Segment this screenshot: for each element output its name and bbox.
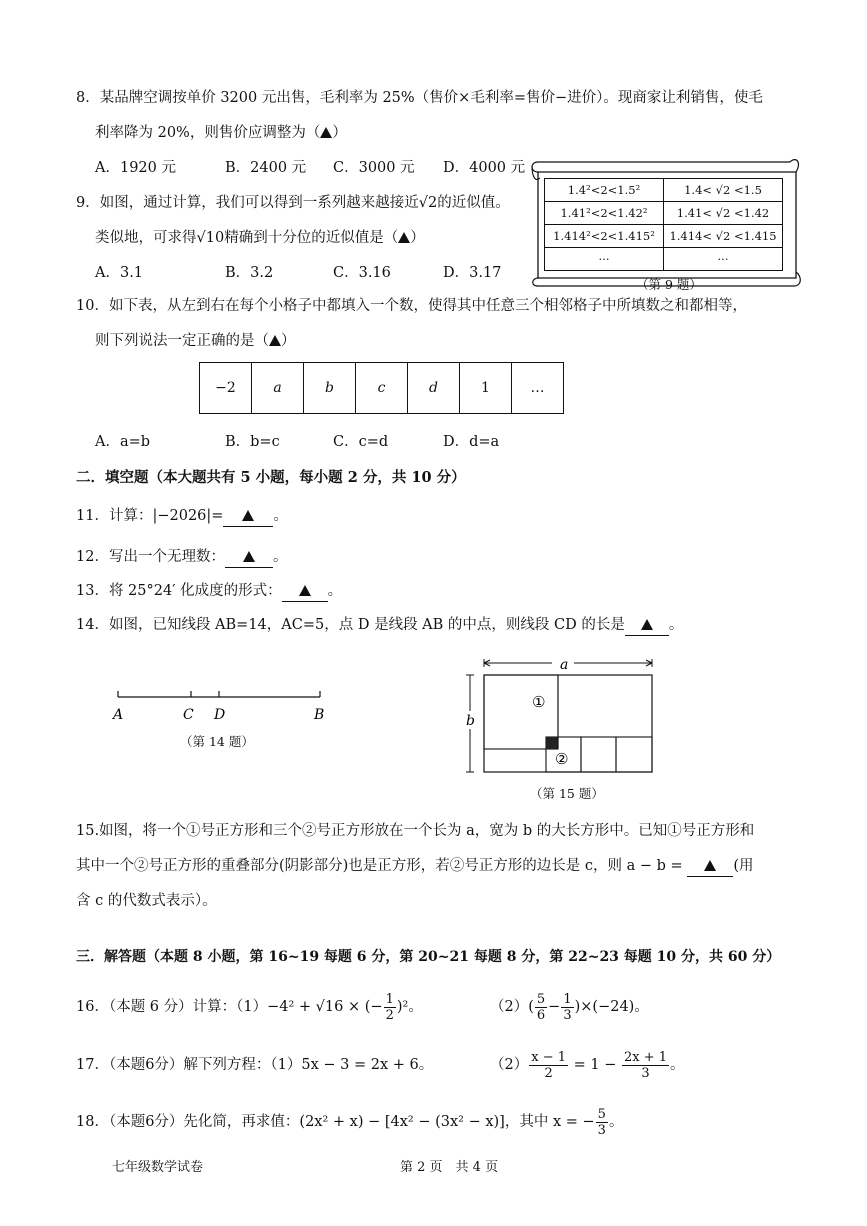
fraction-x-minus-1-over-2 [529,1050,568,1081]
fraction-denominator: 2 [544,1065,553,1081]
q9-caption: （第 9 题） [636,277,702,292]
q11 [76,506,288,527]
q11-answer-blank [223,506,273,527]
point-label-c: C [183,707,194,723]
square-2b [581,737,616,772]
fraction-2x-plus-1-over-3 [622,1050,669,1081]
q10-cell: b [304,363,356,414]
q10-sequence-table [199,362,564,414]
footer-left: 七年级数学试卷 [112,1160,204,1175]
q10-close: ） [281,333,296,349]
q9-option-b: B．3.2 [225,265,274,281]
q16-paren-open: (− [364,999,383,1015]
q9-cell: ··· [664,248,783,271]
q9-option-a: A．3.1 [95,265,144,281]
q9-close: ） [410,230,425,246]
triangle-icon [243,551,255,562]
q10-option-c: C．c=d [333,434,389,450]
q8-option-b: B．2400 元 [225,160,307,176]
q8-line1: 8．某品牌空调按单价 3200 元出售，毛利率为 25%（售价×毛利率=售价−进价）。现商家让利销售，使毛 [76,90,763,106]
q16-expr1: −4² + √16 × [267,999,365,1015]
q8-close: ） [332,125,347,141]
fraction-numerator: 1 [385,991,394,1007]
q14-end: 。 [668,617,684,633]
q11-expr: |−2026| [152,508,212,524]
q12-answer-blank [225,547,273,568]
q15-line3: 含 c 的代数式表示）。 [76,893,217,909]
q8-line2 [95,123,347,143]
triangle-icon [242,510,254,521]
q17-part2-label: （2） [490,1057,529,1073]
q9-line2 [95,228,425,248]
q10-line1: 10．如下表，从左到右在每个小格子中都填入一个数，使得其中任意三个相邻格子中所填数之和都相等， [76,298,747,314]
q15-line2b: (用 [733,858,754,874]
q12-label: 12．写出一个无理数： [76,549,225,565]
point-label-b: B [314,707,325,723]
q9-cell: 1.41< √2 <1.42 [664,202,783,225]
q16-end: 。 [408,999,423,1015]
q9-cell: 1.414< √2 <1.415 [664,225,783,248]
fraction-numerator: 5 [597,1106,606,1122]
fraction-denominator: 3 [563,1007,572,1023]
section-3-heading: 三．解答题（本题 8 小题，第 16~19 每题 6 分，第 20~21 每题 8 分，第 22~23 每题 10 分，共 60 分） [76,949,781,965]
q10-line2 [95,331,296,351]
q12-end: 。 [272,549,288,565]
q16-part1 [76,990,423,1024]
q14-caption: （第 14 题） [180,734,254,749]
q17-end: 。 [670,1057,685,1073]
q9-line2a: 类似地，可求得 [95,230,197,246]
q15-caption: （第 15 题） [530,786,604,801]
q9-cell: ··· [545,248,664,271]
triangle-icon [398,232,410,243]
q11-label: 11．计算： [76,508,153,524]
q15-line2a: 其中一个②号正方形的重叠部分(阴影部分)也是正方形，若②号正方形的边长是 c，则 a − b = [76,858,683,874]
q16-tail: )×(−24)。 [574,999,649,1015]
q18-text: 18．（本题6分）先化简，再求值：(2x² + x) − [4x² − (3x² − x)]，其中 x = − [76,1114,595,1130]
table-row [200,363,564,414]
q10-option-d: D．d=a [443,434,500,450]
q9-line2b: 精确到十分位的近似值是（ [224,230,399,246]
section-2-heading: 二．填空题（本大题共有 5 小题，每小题 2 分，共 10 分） [76,469,466,486]
overlap-shaded-square [546,737,558,749]
triangle-icon [704,860,716,871]
q9-line1a: 9．如图，通过计算，我们可以得到一系列越来越接近 [76,195,419,211]
q13 [76,581,342,602]
q17-part1: 17．（本题6分）解下列方程：（1）5x − 3 = 2x + 6。 [76,1057,434,1073]
table-row [545,202,783,225]
q10-option-a: A．a=b [95,434,151,450]
dim-b-label: b [466,713,475,729]
fraction-half [384,992,396,1023]
q14 [76,615,683,636]
q13-label: 13．将 25°24′ 化成度的形式： [76,583,282,599]
q9-option-c: C．3.16 [333,265,391,281]
q16-paren-close: )² [396,999,409,1015]
table-row [545,248,783,271]
q10-cell: 1 [460,363,512,414]
label-2: ② [555,750,569,768]
q10-line2-text: 则下列说法一定正确的是（ [95,333,269,349]
q15-line2 [76,856,753,877]
q16-label: 16．（本题 6 分）计算：（1） [76,999,268,1015]
fraction-denominator: 6 [536,1007,546,1023]
fraction-numerator: 5 [536,991,546,1007]
q14-segment-figure [108,685,338,725]
q9-cell: 1.414²<2<1.415² [545,225,664,248]
dim-a-label: a [560,657,569,673]
q18-end: 。 [608,1114,624,1130]
fraction-numerator: x − 1 [531,1049,566,1065]
point-label-d: D [214,707,226,723]
q10-option-b: B．b=c [225,434,280,450]
q11-eq: = [211,508,224,524]
q15-line1: 15.如图，将一个①号正方形和三个②号正方形放在一个长为 a，宽为 b 的大长方形中。已知①号正方形和 [76,823,755,839]
triangle-icon [641,619,653,630]
q8-option-a: A．1920 元 [95,160,176,176]
q9-cell: 1.41²<2<1.42² [545,202,664,225]
q16-minus: − [548,999,561,1015]
triangle-icon [299,585,311,596]
q9-cell: 1.4< √2 <1.5 [664,179,783,202]
q8-option-c: C．3000 元 [333,160,415,176]
q9-line1 [76,193,510,213]
q13-answer-blank [282,581,328,602]
table-row [545,225,783,248]
q11-end: 。 [273,508,288,524]
fraction-numerator: 2x + 1 [623,1049,667,1065]
q13-end: 。 [327,583,343,599]
fraction-denominator: 3 [641,1065,650,1081]
q10-cell: d [408,363,460,414]
q17-part2 [490,1048,685,1082]
q14-answer-blank [625,615,669,636]
q10-cell: −2 [200,363,252,414]
fraction-one-third [561,992,573,1023]
fraction-numerator: 1 [563,991,572,1007]
q9-sqrt2: √2 [418,195,438,211]
fraction-denominator: 3 [597,1122,606,1138]
q15-rectangle-figure [462,655,662,775]
q12 [76,547,287,568]
footer-page: 第 2 页 共 4 页 [400,1160,499,1175]
q8-option-d: D．4000 元 [443,160,526,176]
q14-text: 14．如图，已知线段 AB=14，AC=5，点 D 是线段 AB 的中点，则线段 CD 的长是 [76,617,625,633]
q9-cell: 1.4²<2<1.5² [545,179,664,202]
q9-table [544,178,783,271]
q10-cell: … [512,363,564,414]
triangle-icon [269,335,281,346]
q16-part2-label: （2）( [490,999,534,1015]
q9-sqrt10: √10 [196,230,225,246]
q15-answer-blank [687,856,733,877]
triangle-icon [320,127,332,138]
q9-line1b: 的近似值。 [437,195,510,211]
q16-part2 [490,990,649,1024]
point-label-a: A [113,707,124,723]
q9-option-d: D．3.17 [443,265,502,281]
fraction-five-thirds [596,1107,608,1138]
label-1: ① [532,693,546,711]
q17-mid: = 1 − [569,1057,621,1073]
q10-cell: a [252,363,304,414]
fraction-denominator: 2 [385,1007,394,1023]
table-row [545,179,783,202]
q18 [76,1105,623,1139]
fraction-five-sixths [535,992,547,1023]
q8-line2-text: 利率降为 20%，则售价应调整为（ [95,125,321,141]
square-2c [616,737,652,772]
q10-cell: c [356,363,408,414]
